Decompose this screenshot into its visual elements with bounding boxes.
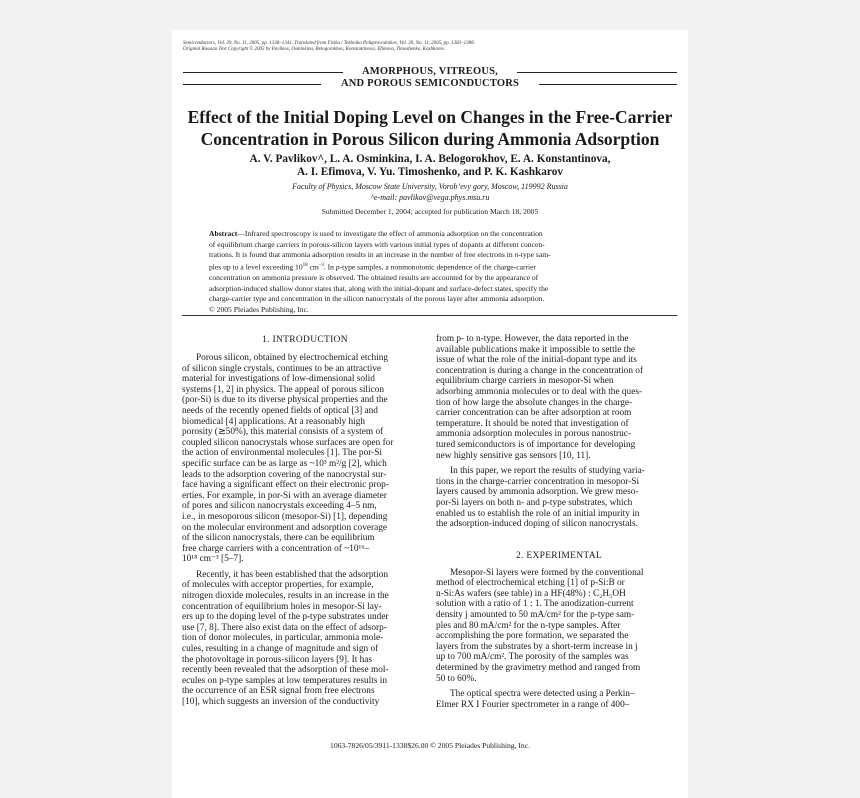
affiliation-email: ^e-mail: pavlikov@vega.phys.msu.ru <box>370 193 490 202</box>
text-line: issue of what the role of the initial-dopant type and its <box>436 355 637 366</box>
section-label <box>183 66 677 92</box>
text-line: use [7, 8]. There also exist data on the effect of adsorp- <box>182 622 387 633</box>
text-line: recently been revealed that the adsorption of these mol- <box>182 665 389 676</box>
text-line: of the silicon nanocrystals, there can be equilibrium <box>182 533 375 544</box>
text-line: coupled silicon nanocrystals whose surfaces are open for <box>182 437 394 448</box>
abstract-line-6: adsorption-induced shallow donor states that, along with the initial-dopant and surface-defect states, specify the <box>209 283 549 293</box>
text-line: available publications make it impossible to settle the <box>436 344 636 355</box>
text-line: Elmer RX I Fourier spectrometer in a range of 400– <box>436 699 630 710</box>
left-column <box>182 334 428 708</box>
text-line: tured semiconductors is of importance for developing <box>436 439 636 450</box>
text-line: new highly sensitive gas sensors [10, 11]. <box>436 450 591 461</box>
text-line: density j amounted to 50 mA/cm² for the p-type sam- <box>436 610 635 621</box>
text-line: adsorbing ammonia molecules or to deal with the ques- <box>436 386 643 397</box>
text-line: up to 700 mA/cm². The porosity of the samples was <box>436 652 629 663</box>
abstract-line-2: of equilibrium charge carriers in porous-silicon layers with various initial types of dopants at different concen- <box>209 239 545 249</box>
right-column <box>436 334 682 710</box>
text-line: Recently, it has been established that the adsorption <box>196 569 388 580</box>
text-line: the action of environmental molecules [1]. The por-Si <box>182 448 382 459</box>
text-line: the adsorption-induced doping of silicon nanocrystals. <box>436 519 638 530</box>
text-line: 10¹⁸ cm⁻³ [5–7]. <box>182 554 244 565</box>
text-line: method of electrochemical etching [1] of p-Si:B or <box>436 578 625 589</box>
footer-copyright: 1063-7826/05/3911-1338$26.00 © 2005 Pleiades Publishing, Inc. <box>330 741 530 750</box>
abstract-rule <box>182 315 677 316</box>
experimental-heading: 2. EXPERIMENTAL <box>515 550 603 561</box>
intro-paragraph-3 <box>436 334 682 461</box>
abstract-copyright: © 2005 Pleiades Publishing, Inc. <box>209 304 309 314</box>
text-line: cules, resulting in a change of magnitude and sign of <box>182 644 379 655</box>
abstract-line-3: trations. It is found that ammonia adsorption results in an increase in the number of free electrons in n-type sam- <box>209 250 551 260</box>
text-line: from p- to n-type. However, the data reported in the <box>436 334 629 344</box>
text-line: systems [1, 2] in physics. The appeal of porous silicon <box>182 384 385 395</box>
text-line: carrier concentration can be after adsorption at room <box>436 408 632 419</box>
introduction-heading: 1. INTRODUCTION <box>262 335 348 345</box>
title-line-2: Concentration in Porous Silicon during Ammonia Adsorption <box>200 129 660 149</box>
text-line: specific surface can be as large as ~10³ m²/g [2], which <box>182 458 387 469</box>
text-line: ammonia adsorption molecules in porous nanostruc- <box>436 429 631 440</box>
text-line: concentration of equilibrium holes in mesopor-Si lay- <box>182 601 382 612</box>
text-line: layers caused by ammonia adsorption. We grew meso- <box>436 487 639 498</box>
text-line: of silicon single crystals, continues to be an attractive <box>182 363 382 374</box>
text-line: solution with a ratio of 1 : 1. The anodization-current <box>436 599 634 610</box>
author-list <box>183 153 677 179</box>
text-line: layers from the substrates by a short-term increase in j <box>436 641 638 652</box>
abstract-line-7: charge-carrier type and concentration in the silicon nanocrystals of the porous layer after ammonia adsorption. <box>209 294 545 304</box>
text-line: ers up to the doping level of the p-type substrates under <box>182 612 389 623</box>
text-line: on the molecular environment and adsorption coverage <box>182 522 387 533</box>
experimental-paragraph-2 <box>436 689 682 710</box>
text-line: the photovoltage in porous-silicon layers [9]. It has <box>182 654 373 665</box>
text-line: (por-Si) is due to its diverse physical properties and the <box>182 395 388 406</box>
text-line: n-Si:As wafers (see table) in a HF(48%) : C₂H₅OH <box>436 588 626 599</box>
text-line: tions in the charge-carrier concentration in mesopor-Si <box>436 476 640 487</box>
text-line: of molecules with acceptor properties, for example, <box>182 580 374 591</box>
title-line-1: Effect of the Initial Doping Level on Changes in the Free-Carrier <box>187 107 673 127</box>
abstract-label: Abstract <box>209 229 238 238</box>
affiliation-line-1: Faculty of Physics, Moscow State University, Vorob’evy gory, Moscow, 119992 Russia <box>292 182 568 191</box>
text-line: ecules on p-type samples at low temperatures results in <box>182 675 387 686</box>
text-line: The optical spectra were detected using a Perkin– <box>450 689 635 700</box>
experimental-paragraph-1 <box>436 568 682 685</box>
authors-line-1: A. V. Pavlikov^, L. A. Osminkina, I. A. Belogorokhov, E. A. Konstantinova, <box>249 153 611 165</box>
journal-header-line-2: Original Russian Text Copyright © 2005 by Pavlikov, Osminkina, Belogorokhov, Konstantinova, Efimova, Timoshenko, Kashkarov. <box>183 47 446 52</box>
journal-header-line-1: Semiconductors, Vol. 39, No. 11, 2005, pp. 1338–1341. Translated from Fizika i Tekhnika Poluprovodnikov, Vol. 39, No. 11, 2005, pp. 1383–1388. <box>183 41 475 46</box>
intro-paragraph-1 <box>182 353 428 565</box>
text-line: the occurrence of an ESR signal from free electrons <box>182 686 375 697</box>
text-line: ples and 80 mA/cm² for the n-type samples. After <box>436 620 621 631</box>
text-line: por-Si layers on both n- and p-type substrates, which <box>436 497 633 508</box>
text-line: 50 to 60%. <box>436 673 477 684</box>
text-line: tion of donor molecules, in particular, ammonia mole- <box>182 633 384 644</box>
section-label-line-1: AMORPHOUS, VITREOUS, <box>362 66 498 77</box>
section-label-line-2: AND POROUS SEMICONDUCTORS <box>340 78 520 89</box>
text-line: material for investigations of low-dimensional solid <box>182 374 375 385</box>
affiliation <box>183 181 677 203</box>
text-line: Mesopor-Si layers were formed by the conventional <box>450 567 644 578</box>
text-line: nitrogen dioxide molecules, results in an increase in the <box>182 591 389 602</box>
text-line: enabled us to establish the role of an initial impurity in <box>436 508 640 519</box>
authors-line-2: A. I. Efimova, V. Yu. Timoshenko, and P. K. Kashkarov <box>296 166 564 178</box>
abstract-line-5: concentration on ammonia pressure is observed. The obtained results are accounted for by the appearance of <box>209 272 539 282</box>
submission-dates: Submitted December 1, 2004; accepted for publication March 18, 2005 <box>321 207 539 216</box>
text-line: concentration is during a change in the concentration of <box>436 365 644 376</box>
text-line: In this paper, we report the results of studying varia- <box>450 466 645 477</box>
text-line: leads to the adsorption covering of the nanocrystal sur- <box>182 469 387 480</box>
text-line: porosity (≳50%), this material consists of a system of <box>182 427 384 438</box>
abstract-line-4: ples up to a level exceeding $10^{18}$ $cm^{-3}$. In p-type samples, a nonmonotonic dependence of the charge-carrier <box>209 262 537 272</box>
text-line: tion of how large the absolute changes in the charge- <box>436 397 633 408</box>
text-line: needs of the recently opened fields of optical [3] and <box>182 405 378 416</box>
text-line: free charge carriers with a concentration of ~10¹⁶– <box>182 543 370 554</box>
intro-paragraph-4 <box>436 466 682 530</box>
text-line: [10], which suggests an inversion of the conductivity <box>182 697 380 707</box>
text-line: temperature. It should be noted that investigation of <box>436 418 629 429</box>
text-line: erties. For example, in por-Si with an average diameter <box>182 490 387 501</box>
text-line: biomedical [4] applications. At a reasonably high <box>182 416 366 427</box>
text-line: determined by the gravimetry method and ranged from <box>436 663 641 674</box>
text-line: of pores and silicon nanocrystals exceeding 4–5 nm, <box>182 501 377 512</box>
text-line: i.e., in mesoporous silicon (mesopor-Si) [1], depending <box>182 511 388 522</box>
text-line: face having a significant effect on their electronic prop- <box>182 480 389 491</box>
abstract-line-1: —Infrared spectroscopy is used to investigate the effect of ammonia adsorption on the concentration <box>237 229 543 238</box>
text-line: equilibrium charge carriers in mesopor-Si when <box>436 376 614 387</box>
intro-paragraph-2 <box>182 570 428 708</box>
abstract <box>209 229 650 315</box>
paper-title <box>178 106 682 150</box>
text-line: Porous silicon, obtained by electrochemical etching <box>196 353 389 363</box>
text-line: accomplishing the pore formation, we separated the <box>436 631 629 642</box>
